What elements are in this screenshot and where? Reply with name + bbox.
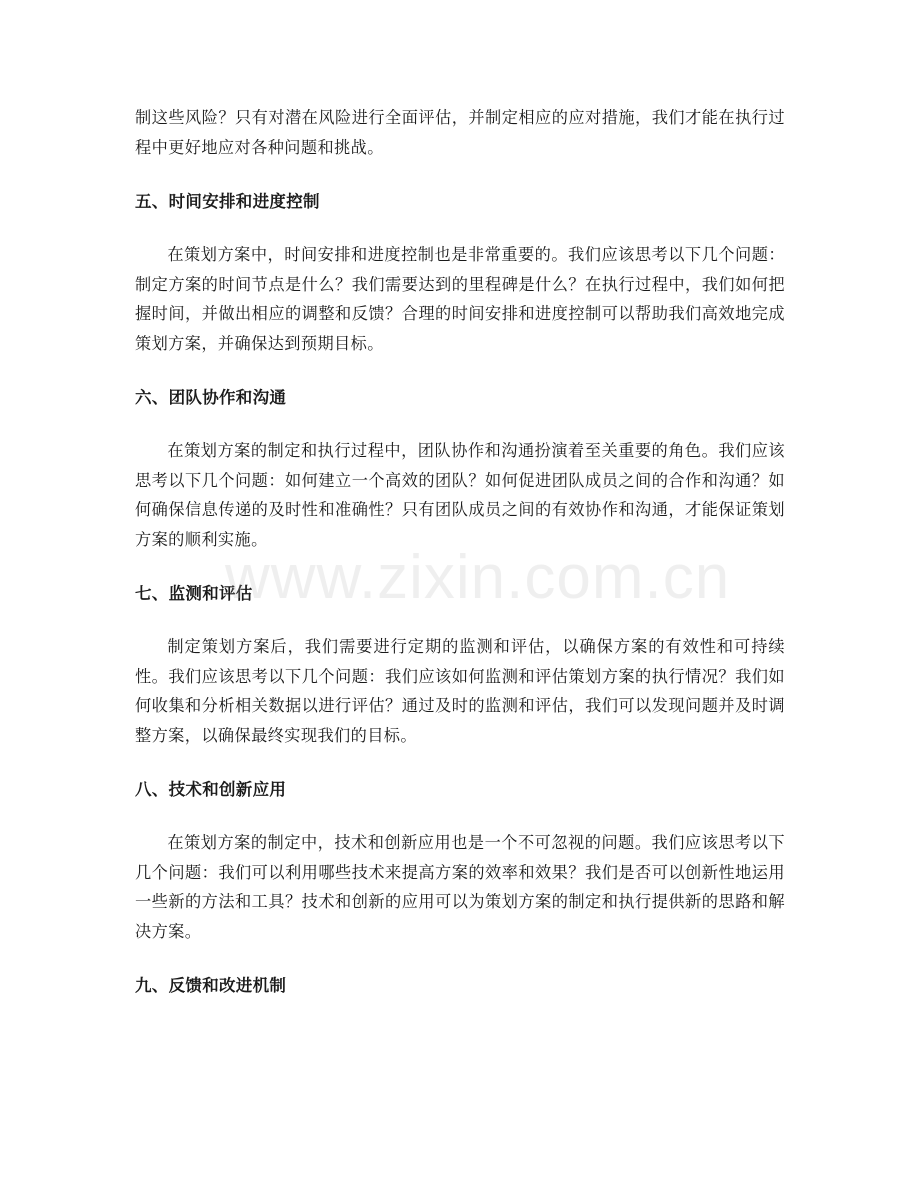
watermark: www.zixin.com.cn xyxy=(225,543,731,612)
section-6-heading: 六、团队协作和沟通 xyxy=(135,388,287,407)
section-8-paragraph: 在策划方案的制定中，技术和创新应用也是一个不可忽视的问题。我们应该思考以下几个问题：我们可以利用哪些技术来提高方案的效率和效果？我们是否可以创新性地运用一些新的方法和工具？技术和创新的应用可以为策划方案的制定和执行提供新的思路和解决方案。 xyxy=(135,833,785,941)
intro-paragraph: 制这些风险？只有对潜在风险进行全面评估，并制定相应的应对措施，我们才能在执行过程中更好地应对各种问题和挑战。 xyxy=(135,108,785,157)
section-7-heading: 七、监测和评估 xyxy=(135,584,253,603)
section-5-heading: 五、时间安排和进度控制 xyxy=(135,192,320,211)
section-5-paragraph: 在策划方案中，时间安排和进度控制也是非常重要的。我们应该思考以下几个问题：制定方案的时间节点是什么？我们需要达到的里程碑是什么？在执行过程中，我们如何把握时间，并做出相应的调整和反馈？合理的时间安排和进度控制可以帮助我们高效地完成策划方案，并确保达到预期目标。 xyxy=(135,245,785,353)
section-9-heading: 九、反馈和改进机制 xyxy=(135,976,287,995)
section-6-paragraph: 在策划方案的制定和执行过程中，团队协作和沟通扮演着至关重要的角色。我们应该思考以下几个问题：如何建立一个高效的团队？如何促进团队成员之间的合作和沟通？如何确保信息传递的及时性和准确性？只有团队成员之间的有效协作和沟通，才能保证策划方案的顺利实施。 xyxy=(135,441,785,549)
section-8-heading: 八、技术和创新应用 xyxy=(135,780,287,799)
section-7-paragraph: 制定策划方案后，我们需要进行定期的监测和评估，以确保方案的有效性和可持续性。我们应该思考以下几个问题：我们应该如何监测和评估策划方案的执行情况？我们如何收集和分析相关数据以进行评估？通过及时的监测和评估，我们可以发现问题并及时调整方案，以确保最终实现我们的目标。 xyxy=(135,637,785,745)
